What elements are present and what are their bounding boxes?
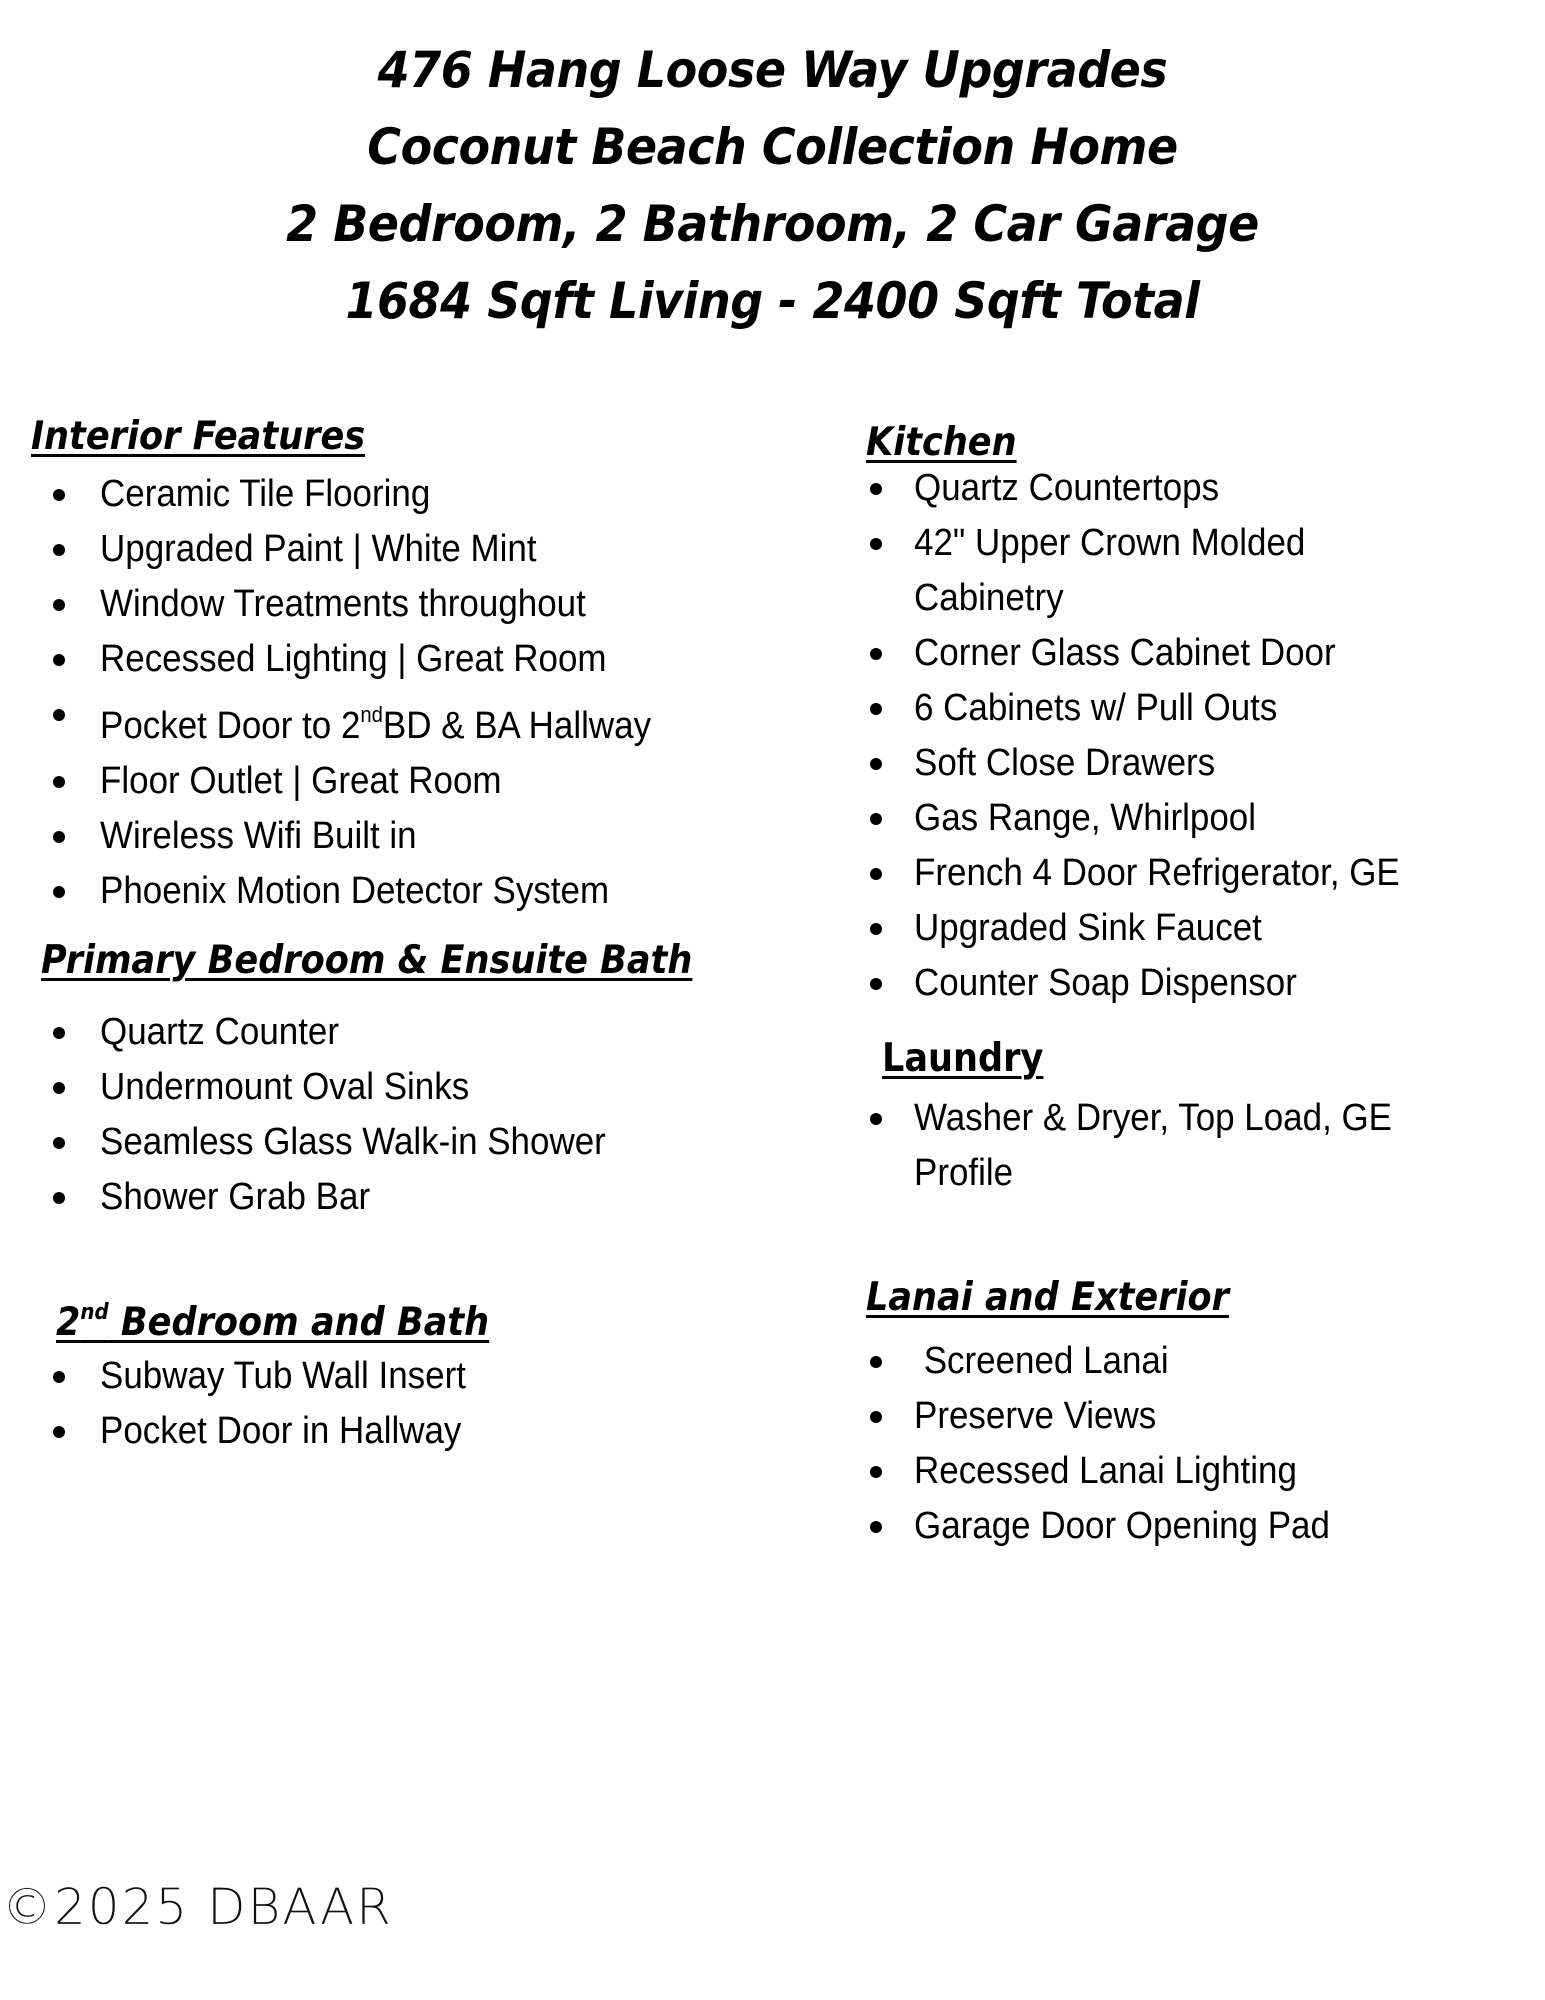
list-item: Ceramic Tile Flooring [31, 467, 699, 522]
bullet-icon [870, 483, 882, 495]
bullet-icon [53, 489, 65, 501]
section-laundry [882, 1036, 1434, 1201]
section-lanai-exterior [866, 1275, 1366, 1554]
bullet-icon [870, 1521, 882, 1533]
section-heading: Primary Bedroom & Ensuite Bath [41, 938, 693, 983]
feature-list [31, 467, 699, 919]
bullet-icon [53, 1027, 65, 1039]
list-item: Corner Glass Cabinet Door [866, 626, 1442, 681]
list-item: Recessed Lanai Lighting [866, 1444, 1366, 1499]
list-item: Floor Outlet | Great Room [31, 754, 699, 809]
bullet-icon [53, 886, 65, 898]
list-item: 6 Cabinets w/ Pull Outs [866, 681, 1442, 736]
list-item: Shower Grab Bar [31, 1170, 765, 1225]
bullet-icon [53, 654, 65, 666]
list-item: Subway Tub Wall Insert [31, 1349, 537, 1404]
copyright-watermark: ©2025 DBAAR [2, 1878, 393, 1936]
section-heading: 2nd Bedroom and Bath [56, 1300, 490, 1345]
bullet-icon [53, 544, 65, 556]
bullet-icon [53, 776, 65, 788]
section-heading: Interior Features [31, 414, 366, 459]
list-item: Quartz Counter [31, 1005, 765, 1060]
bullet-icon [870, 868, 882, 880]
feature-list [866, 1091, 1434, 1201]
list-item: Pocket Door to 2ndBD & BA Hallway [31, 687, 699, 754]
list-item: Upgraded Sink Faucet [866, 901, 1442, 956]
feature-list [31, 1005, 765, 1225]
list-item: Gas Range, Whirlpool [866, 791, 1442, 846]
bullet-icon [870, 813, 882, 825]
bullet-icon [53, 831, 65, 843]
feature-list [866, 461, 1442, 1011]
section-heading: Lanai and Exterior [866, 1275, 1229, 1320]
bullet-icon [870, 923, 882, 935]
title-rooms: 2 Bedroom, 2 Bathroom, 2 Car Garage [286, 195, 1259, 253]
bullet-icon [53, 1082, 65, 1094]
section-second-bedroom [56, 1300, 537, 1459]
section-primary-bedroom [41, 938, 765, 1225]
bullet-icon [870, 758, 882, 770]
section-kitchen [866, 420, 1442, 1011]
list-item: Undermount Oval Sinks [31, 1060, 765, 1115]
list-item: Phoenix Motion Detector System [31, 864, 699, 919]
list-item: Recessed Lighting | Great Room [31, 632, 699, 687]
bullet-icon [53, 709, 65, 721]
feature-list [31, 1349, 537, 1459]
list-item: Pocket Door in Hallway [31, 1404, 537, 1459]
title-collection: Coconut Beach Collection Home [367, 118, 1178, 176]
list-item: Upgraded Paint | White Mint [31, 522, 699, 577]
bullet-icon [870, 703, 882, 715]
list-item: Soft Close Drawers [866, 736, 1442, 791]
list-item: Seamless Glass Walk-in Shower [31, 1115, 765, 1170]
bullet-icon [870, 1411, 882, 1423]
bullet-icon [53, 1426, 65, 1438]
bullet-icon [53, 1192, 65, 1204]
bullet-icon [870, 538, 882, 550]
title-sqft: 1684 Sqft Living - 2400 Sqft Total [345, 272, 1200, 330]
title-address: 476 Hang Loose Way Upgrades [377, 41, 1168, 99]
bullet-icon [870, 648, 882, 660]
list-item: Quartz Countertops [866, 461, 1442, 516]
document-title [0, 32, 1545, 340]
list-item: Garage Door Opening Pad [866, 1499, 1366, 1554]
bullet-icon [53, 599, 65, 611]
list-item: Window Treatments throughout [31, 577, 699, 632]
list-item: Counter Soap Dispensor [866, 956, 1442, 1011]
section-heading: Kitchen [866, 420, 1017, 465]
section-heading: Laundry [882, 1036, 1044, 1081]
list-item: Preserve Views [866, 1389, 1366, 1444]
feature-list [866, 1334, 1366, 1554]
list-item: Screened Lanai [866, 1334, 1366, 1389]
list-item: 42" Upper Crown Molded Cabinetry [866, 516, 1442, 626]
list-item: French 4 Door Refrigerator, GE [866, 846, 1442, 901]
list-item: Washer & Dryer, Top Load, GE Profile [866, 1091, 1434, 1201]
bullet-icon [870, 1113, 882, 1125]
bullet-icon [53, 1137, 65, 1149]
bullet-icon [53, 1371, 65, 1383]
bullet-icon [870, 1356, 882, 1368]
bullet-icon [870, 1466, 882, 1478]
section-interior-features [31, 414, 699, 919]
bullet-icon [870, 978, 882, 990]
list-item: Wireless Wifi Built in [31, 809, 699, 864]
